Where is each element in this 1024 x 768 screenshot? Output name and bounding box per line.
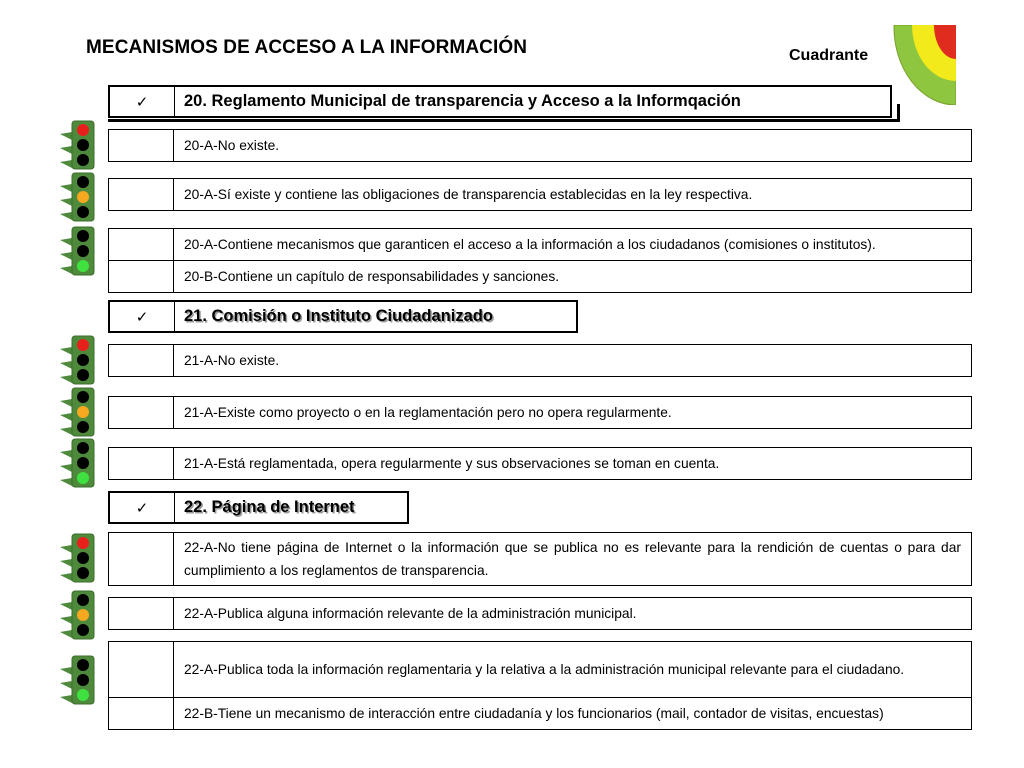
row-text: 21-A-Está reglamentada, opera regularmente y sus observaciones se toman en cuenta. xyxy=(184,456,720,471)
table-row xyxy=(108,396,972,429)
traffic-light-green-icon xyxy=(60,226,100,276)
traffic-light-yellow-icon xyxy=(60,387,100,437)
section-22-header xyxy=(108,491,409,524)
table-row xyxy=(108,698,972,730)
empty-cell xyxy=(109,448,174,479)
table-row xyxy=(108,261,972,293)
table-row xyxy=(108,597,972,630)
empty-cell xyxy=(109,533,174,585)
empty-cell xyxy=(109,261,174,292)
row-text: 21-A-Existe como proyecto o en la reglamentación pero no opera regularmente. xyxy=(184,405,672,420)
traffic-light-red-icon xyxy=(60,533,100,583)
traffic-light-green-icon xyxy=(60,655,100,705)
check-icon: ✓ xyxy=(110,87,175,116)
row-text: 21-A-No existe. xyxy=(184,353,280,368)
empty-cell xyxy=(109,229,174,260)
table-row xyxy=(108,228,972,261)
row-text: 20-B-Contiene un capítulo de responsabilidades y sanciones. xyxy=(184,269,560,284)
traffic-light-red-icon xyxy=(60,120,100,170)
table-row xyxy=(108,532,972,586)
row-text: 22-A-Publica alguna información relevante de la administración municipal. xyxy=(184,606,637,621)
empty-cell xyxy=(109,598,174,629)
traffic-light-yellow-icon xyxy=(60,172,100,222)
empty-cell xyxy=(109,130,174,161)
empty-cell xyxy=(109,642,174,697)
table-row xyxy=(108,178,972,211)
row-text: 22-A-No tiene página de Internet o la información que se publica no es relevante para la rendición de cuentas o para dar cumplimiento a los reglamentos de transparencia. xyxy=(184,540,961,578)
cuadrante-text: Cuadrante xyxy=(789,47,869,64)
traffic-light-green-icon xyxy=(60,438,100,488)
table-row xyxy=(108,641,972,698)
row-text: 20-A-No existe. xyxy=(184,138,280,153)
empty-cell xyxy=(109,397,174,428)
row-text: 22-A-Publica toda la información reglamentaria y la relativa a la administración municipal relevante para el ciudadano. xyxy=(184,662,905,677)
section-heading: 22. Página de Internet xyxy=(184,498,355,516)
cuadrante-label xyxy=(789,47,868,65)
empty-cell xyxy=(109,345,174,376)
empty-cell xyxy=(109,698,174,729)
check-icon: ✓ xyxy=(110,302,175,331)
page-title: MECANISMOS DE ACCESO A LA INFORMACIÓN xyxy=(86,37,528,58)
quadrant-icon xyxy=(890,25,956,105)
row-text: 22-B-Tiene un mecanismo de interacción entre ciudadanía y los funcionarios (mail, contador de visitas, encuestas) xyxy=(184,706,884,721)
empty-cell xyxy=(109,179,174,210)
check-icon: ✓ xyxy=(110,493,175,522)
table-row xyxy=(108,344,972,377)
section-heading: 20. Reglamento Municipal de transparencia y Acceso a la Informqación xyxy=(184,92,741,110)
section-21-header xyxy=(108,300,578,333)
row-text: 20-A-Contiene mecanismos que garanticen el acceso a la información a los ciudadanos (comisiones o institutos). xyxy=(184,237,876,252)
table-row xyxy=(108,447,972,480)
traffic-light-yellow-icon xyxy=(60,590,100,640)
row-text: 20-A-Sí existe y contiene las obligaciones de transparencia establecidas en la ley respectiva. xyxy=(184,187,753,202)
section-20-header xyxy=(108,85,892,118)
table-row xyxy=(108,129,972,162)
section-heading: 21. Comisión o Instituto Ciudadanizado xyxy=(184,307,493,325)
traffic-light-red-icon xyxy=(60,335,100,385)
